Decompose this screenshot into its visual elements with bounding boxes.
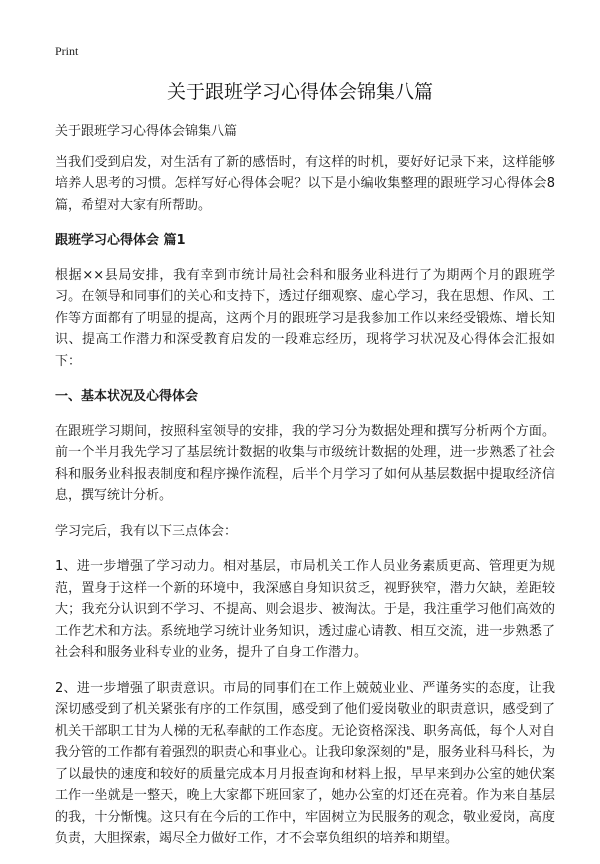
list-item: 2、进一步增强了职责意识。市局的同事们在工作上兢兢业业、严谨务实的态度，让我深切感受到了机关紧张有序的工作氛围，感受到了他们爱岗敬业的职责意识，感受到了机关干部职工甘为人梯的无私奉献的工作态度。无论资格深浅、职务高低，每个人对自我分管的工作都有着强烈的职责心和事业心。让我印象深刻的"是，服务业科马科长，为了以最快的速度和较好的质量完成本月月报查询和材料上报，早早来到办公室的她伏案工作一坐就是一整天，晚上大家都下班回家了，她办公室的灯还在亮着。作为来自基层的我，十分惭愧。这只有在今后的工作中，牢固树立为民服务的观念，敬业爱岗，高度负责，大胆探索，竭尽全力做好工作，才不会辜负组织的培养和期望。 (55, 680, 555, 846)
sub-heading: 一、基本状况及心得体会 (55, 389, 199, 404)
print-link[interactable]: Print (55, 44, 79, 58)
body-paragraph: 在跟班学习期间，按照科室领导的安排，我的学习分为数据处理和撰写分析两个方面。前一个半月我先学习了基层统计数据的收集与市级统计数据的处理，进一步熟悉了社会科和服务业科报表制度和程序操作流程，后半个月学习了如何从基层数据中提取经济信息，撰写统计分析。 (55, 423, 555, 503)
document-body (55, 121, 555, 864)
document-subtitle: 关于跟班学习心得体会锦集八篇 (55, 124, 238, 139)
document-title: 关于跟班学习心得体会锦集八篇 (166, 81, 433, 103)
body-paragraph: 根据××县局安排，我有幸到市统计局社会科和服务业科进行了为期两个月的跟班学习。在领导和同事们的关心和支持下，透过仔细观察、虚心学习，我在思想、作风、工作等方面都有了明显的提高，这两个月的跟班学习是我参加工作以来经受锻炼、增长知识、提高工作潜力和深受教育启发的一段难忘经历，现将学习状况及心得体会汇报如下： (55, 267, 555, 369)
intro-paragraph: 当我们受到启发，对生活有了新的感悟时，有这样的时机，要好好记录下来，这样能够培养人思考的习惯。怎样写好心得体会呢？以下是小编收集整理的跟班学习心得体会8篇，希望对大家有所帮助。 (55, 154, 555, 213)
section-heading: 跟班学习心得体会 篇1 (55, 233, 186, 248)
body-paragraph: 学习完后，我有以下三点体会： (55, 523, 238, 539)
list-item: 1、进一步增强了学习动力。相对基层，市局机关工作人员业务素质更高、管理更为规范，置身于这样一个新的环境中，我深感自身知识贫乏，视野狭窄，潜力欠缺，差距较大；我充分认识到不学习、不提高、则会退步、被淘汰。于是，我注重学习他们高效的工作艺术和方法。系统地学习统计业务知识，透过虚心请教、相互交流，进一步熟悉了社会科和服务业科专业的业务，提升了自身工作潜力。 (55, 559, 555, 660)
